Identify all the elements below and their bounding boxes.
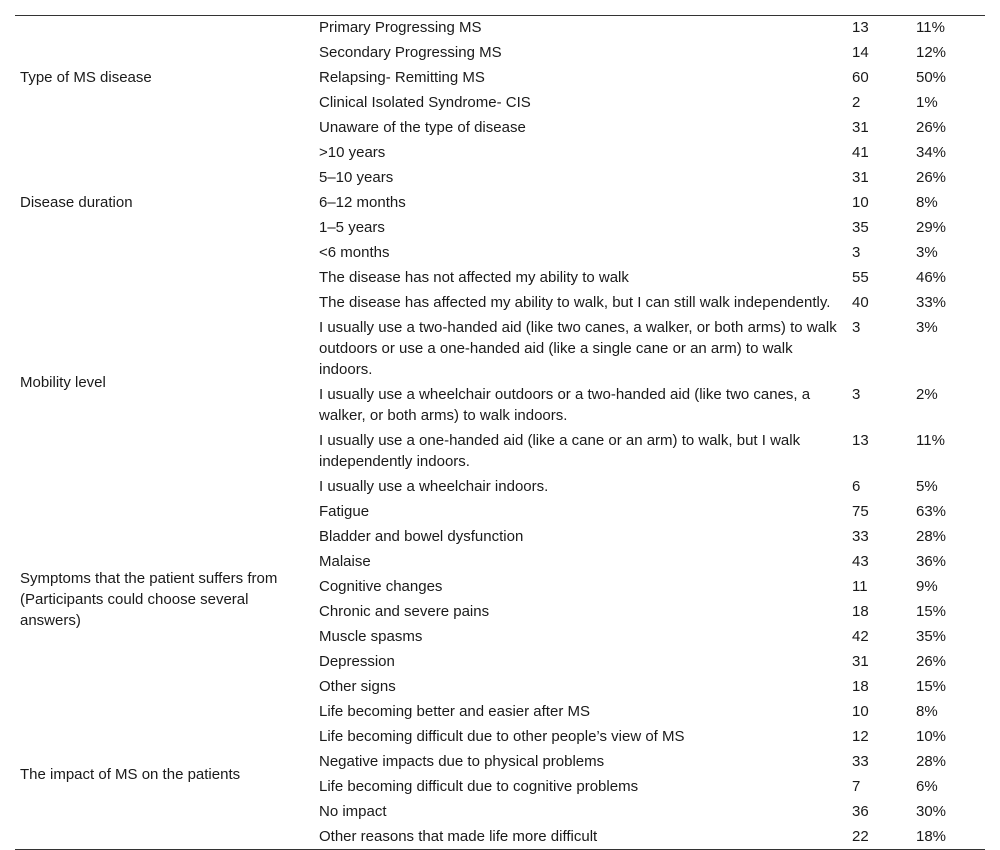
count-cell: 43 (852, 553, 869, 570)
item-label-cell: Primary Progressing MS (319, 19, 482, 36)
item-label-cell: No impact (319, 803, 387, 820)
percent-cell: 63% (916, 503, 947, 520)
table-row (15, 265, 985, 290)
count-cell: 11 (852, 578, 868, 595)
item-label-cell: I usually use a one-handed aid (like a cane or an arm) to walk, but I walk independently indoors. (319, 432, 801, 470)
count-cell: 13 (852, 19, 869, 36)
count-cell: 22 (852, 828, 869, 845)
count-cell: 13 (852, 432, 869, 449)
count-cell: 18 (852, 678, 869, 695)
count-cell: 75 (852, 503, 869, 520)
item-label-cell: The disease has not affected my ability to walk (319, 269, 629, 286)
percent-cell: 35% (916, 628, 947, 645)
item-label-cell: Chronic and severe pains (319, 603, 490, 620)
category-cell: Symptoms that the patient suffers from (Participants could choose several answers) (20, 569, 278, 629)
item-label-cell: Other reasons that made life more difficult (319, 828, 598, 845)
item-label-cell: Cognitive changes (319, 578, 443, 595)
count-cell: 10 (852, 194, 869, 211)
item-label-cell: Fatigue (319, 503, 370, 520)
percent-cell: 5% (916, 478, 938, 495)
count-cell: 12 (852, 728, 869, 745)
count-cell: 3 (852, 244, 861, 261)
count-cell: 40 (852, 294, 869, 311)
category-cell: The impact of MS on the patients (20, 765, 241, 783)
item-label-cell: I usually use a wheelchair outdoors or a two-handed aid (like two canes, a walker, or both arms) to walk indoors. (319, 386, 811, 424)
percent-cell: 11% (916, 19, 945, 36)
item-label-cell: 6–12 months (319, 194, 406, 211)
item-label-cell: I usually use a wheelchair indoors. (319, 478, 549, 495)
table-body (15, 16, 985, 850)
count-cell: 31 (852, 119, 869, 136)
percent-cell: 18% (916, 828, 947, 845)
item-label-cell: >10 years (319, 144, 386, 161)
item-label-cell: Negative impacts due to physical problems (319, 753, 605, 770)
count-cell: 36 (852, 803, 869, 820)
item-label-cell: Relapsing- Remitting MS (319, 69, 485, 86)
count-cell: 18 (852, 603, 869, 620)
count-cell: 3 (852, 386, 861, 403)
percent-cell: 28% (916, 753, 947, 770)
percent-cell: 34% (916, 144, 947, 161)
item-label-cell: Muscle spasms (319, 628, 423, 645)
count-cell: 35 (852, 219, 869, 236)
item-label-cell: Malaise (319, 553, 371, 570)
percent-cell: 8% (916, 703, 938, 720)
percent-cell: 12% (916, 44, 947, 61)
count-cell: 33 (852, 528, 869, 545)
percent-cell: 11% (916, 432, 945, 449)
count-cell: 31 (852, 169, 869, 186)
count-cell: 41 (852, 144, 869, 161)
count-cell: 55 (852, 269, 869, 286)
item-label-cell: Life becoming difficult due to other people’s view of MS (319, 728, 685, 745)
item-label-cell: 5–10 years (319, 169, 394, 186)
item-label-cell: I usually use a two-handed aid (like two canes, a walker, or both arms) to walk outdoors or use a one-handed aid (like a single cane or an arm) to walk indoors. (319, 319, 837, 378)
count-cell: 6 (852, 478, 861, 495)
percent-cell: 15% (916, 603, 947, 620)
category-cell: Mobility level (20, 373, 106, 391)
item-label-cell: Clinical Isolated Syndrome- CIS (319, 94, 531, 111)
count-cell: 60 (852, 69, 869, 86)
table-row (15, 499, 985, 524)
item-label-cell: <6 months (319, 244, 390, 261)
percent-cell: 6% (916, 778, 938, 795)
percent-cell: 36% (916, 553, 947, 570)
item-label-cell: Bladder and bowel dysfunction (319, 528, 524, 545)
table-row (15, 140, 985, 165)
item-label-cell: Life becoming better and easier after MS (319, 703, 590, 720)
ms-characteristics-table (15, 15, 985, 850)
count-cell: 31 (852, 653, 869, 670)
percent-cell: 9% (916, 578, 938, 595)
percent-cell: 3% (916, 319, 938, 336)
count-cell: 2 (852, 94, 861, 111)
count-cell: 14 (852, 44, 869, 61)
item-label-cell: Unaware of the type of disease (319, 119, 526, 136)
item-label-cell: Secondary Progressing MS (319, 44, 502, 61)
item-label-cell: 1–5 years (319, 219, 385, 236)
percent-cell: 2% (916, 386, 938, 403)
percent-cell: 29% (916, 219, 947, 236)
category-cell: Type of MS disease (20, 69, 152, 86)
count-cell: 33 (852, 753, 869, 770)
percent-cell: 8% (916, 194, 938, 211)
percent-cell: 46% (916, 269, 947, 286)
count-cell: 7 (852, 778, 861, 795)
count-cell: 3 (852, 319, 861, 336)
percent-cell: 10% (916, 728, 947, 745)
item-label-cell: Life becoming difficult due to cognitive problems (319, 778, 639, 795)
percent-cell: 26% (916, 653, 947, 670)
count-cell: 10 (852, 703, 869, 720)
percent-cell: 26% (916, 119, 947, 136)
category-cell: Disease duration (20, 194, 133, 211)
percent-cell: 28% (916, 528, 947, 545)
percent-cell: 15% (916, 678, 947, 695)
percent-cell: 30% (916, 803, 947, 820)
table-row (15, 16, 985, 41)
percent-cell: 33% (916, 294, 947, 311)
percent-cell: 1% (916, 94, 938, 111)
item-label-cell: Other signs (319, 678, 396, 695)
percent-cell: 50% (916, 69, 947, 86)
percent-cell: 3% (916, 244, 938, 261)
item-label-cell: The disease has affected my ability to walk, but I can still walk independently. (319, 294, 831, 311)
table-row (15, 699, 985, 724)
item-label-cell: Depression (319, 653, 395, 670)
count-cell: 42 (852, 628, 869, 645)
percent-cell: 26% (916, 169, 947, 186)
